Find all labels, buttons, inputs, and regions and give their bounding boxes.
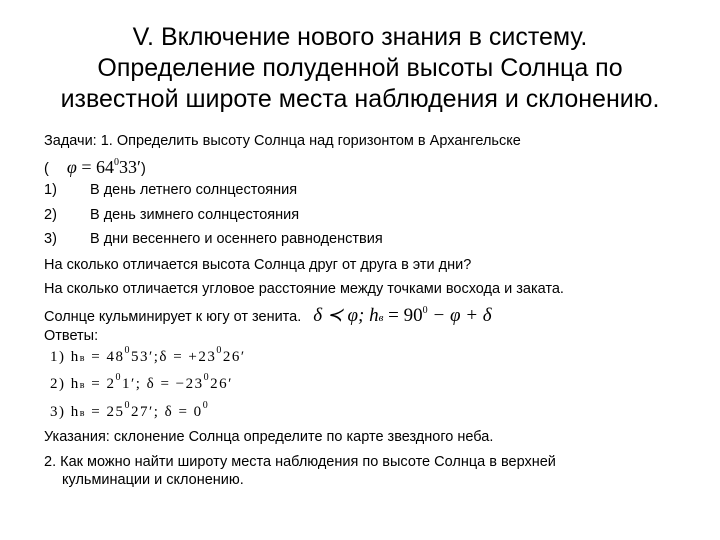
answer-degree: 0 [124,400,131,411]
latitude-degree: 0 [114,157,119,168]
latitude-minutes: 33′ [119,157,141,177]
list-item [44,206,299,224]
answer-2 [50,372,233,393]
title-line-1: V. Включение нового знания в систему. [132,23,588,51]
formula-part-1: δ ≺ φ; h [313,305,379,326]
answers-heading: Ответы: [44,328,99,344]
answer-value: 53′;δ = +23 [130,349,217,365]
answer-sub: в [79,353,86,364]
answer-value: = 2 [85,376,116,392]
latitude-formula [67,157,141,177]
list-item-text: В день летнего солнцестояния [90,182,298,198]
slide-title [20,22,700,115]
list-item-text: В дни весеннего и осеннего равноденствия [90,231,383,247]
latitude-close-paren: ) [140,161,146,177]
question-1: На сколько отличается высота Солнца друг от друга в эти дни? [44,257,472,273]
answer-prefix: 2) h [50,376,80,392]
answer-3 [50,400,209,421]
hint-1: Указания: склонение Солнца определите по карте звездного неба. [44,429,494,445]
list-item [44,181,297,199]
question-3: Солнце кульминирует к югу от зенита. [44,309,302,325]
question-2: На сколько отличается угловое расстояние между точками восхода и заката. [44,281,564,297]
culmination-formula [313,305,491,326]
list-item-text: В день зимнего солнцестояния [90,207,300,223]
culmination-line [44,302,492,327]
phi-symbol: φ [66,157,77,177]
list-item-number: 2) [44,207,57,223]
formula-degree: 0 [422,305,428,316]
answer-value: 26′ [222,349,246,365]
latitude-value: = 64 [76,157,114,177]
answer-value: 26′ [210,376,233,392]
answer-degree: 0 [203,372,211,383]
task-heading: Задачи: 1. Определить высоту Солнца над горизонтом в Архангельске [44,133,521,149]
title-line-3: известной широте места наблюдения и склонению. [60,85,660,113]
formula-part-3: − φ + δ [427,305,492,326]
answer-sub: в [79,408,86,419]
answer-degree: 0 [124,345,131,356]
answer-prefix: 1) h [50,349,80,365]
hint-2-line-2: кульминации и склонению. [62,472,244,488]
hint-2-line-1: 2. Как можно найти широту места наблюдения по высоте Солнца в верхней [44,454,556,470]
list-item [44,230,383,248]
answer-degree: 0 [202,400,210,411]
answer-sub: в [79,380,86,391]
list-item-number: 3) [44,231,57,247]
answer-value: 27′; δ = 0 [130,404,203,420]
answer-value: = 48 [85,349,125,365]
answer-degree: 0 [115,372,122,383]
answer-prefix: 3) h [50,404,80,420]
answer-1 [50,345,246,366]
formula-sub: в [378,312,384,324]
answer-value: = 25 [85,404,125,420]
title-line-2: Определение полуденной высоты Солнца по [97,54,623,82]
latitude-line [44,154,146,178]
latitude-open-paren: ( [44,161,49,177]
list-item-number: 1) [44,182,57,198]
formula-part-2: = 90 [383,305,423,326]
answer-degree: 0 [216,345,223,356]
answer-value: 1′; δ = −23 [121,376,204,392]
